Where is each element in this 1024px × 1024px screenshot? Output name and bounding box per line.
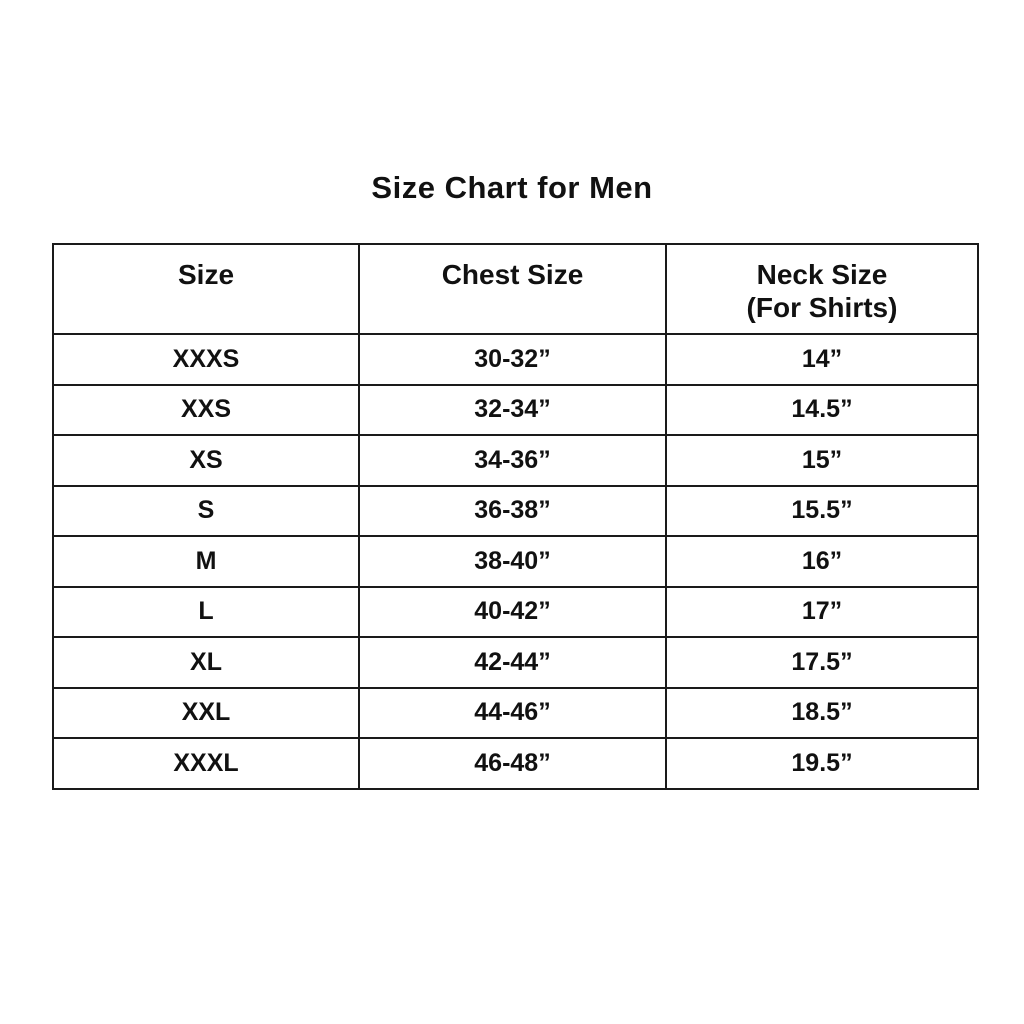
table-row bbox=[53, 688, 978, 739]
size-cell: XXXL bbox=[53, 738, 359, 789]
table-row bbox=[53, 435, 978, 486]
size-cell: XS bbox=[53, 435, 359, 486]
table-row bbox=[53, 587, 978, 638]
neck-cell: 19.5” bbox=[666, 738, 978, 789]
size-cell: L bbox=[53, 587, 359, 638]
size-cell: XXXS bbox=[53, 334, 359, 385]
chest-cell: 38-40” bbox=[359, 536, 666, 587]
chest-cell: 46-48” bbox=[359, 738, 666, 789]
neck-cell: 15.5” bbox=[666, 486, 978, 537]
table-row bbox=[53, 334, 978, 385]
chest-cell: 34-36” bbox=[359, 435, 666, 486]
table-body bbox=[53, 334, 978, 789]
neck-cell: 17.5” bbox=[666, 637, 978, 688]
size-cell: XXL bbox=[53, 688, 359, 739]
neck-cell: 15” bbox=[666, 435, 978, 486]
size-cell: XL bbox=[53, 637, 359, 688]
neck-cell: 16” bbox=[666, 536, 978, 587]
neck-cell: 17” bbox=[666, 587, 978, 638]
chest-cell: 36-38” bbox=[359, 486, 666, 537]
header-chest bbox=[359, 244, 666, 334]
header-neck-label-line1: Neck Size bbox=[756, 259, 888, 290]
table-row bbox=[53, 637, 978, 688]
header-size-label: Size bbox=[177, 259, 235, 290]
chest-cell: 44-46” bbox=[359, 688, 666, 739]
table-row bbox=[53, 486, 978, 537]
size-cell: M bbox=[53, 536, 359, 587]
header-neck bbox=[666, 244, 978, 334]
header-neck-label-line2: (For Shirts) bbox=[746, 292, 898, 323]
chest-cell: 40-42” bbox=[359, 587, 666, 638]
table-row bbox=[53, 536, 978, 587]
header-size bbox=[53, 244, 359, 334]
chest-cell: 30-32” bbox=[359, 334, 666, 385]
page-title: Size Chart for Men bbox=[371, 170, 653, 205]
table-header bbox=[53, 244, 978, 334]
neck-cell: 18.5” bbox=[666, 688, 978, 739]
size-cell: XXS bbox=[53, 385, 359, 436]
table-row bbox=[53, 738, 978, 789]
table-row bbox=[53, 385, 978, 436]
chest-cell: 32-34” bbox=[359, 385, 666, 436]
chest-cell: 42-44” bbox=[359, 637, 666, 688]
neck-cell: 14” bbox=[666, 334, 978, 385]
neck-cell: 14.5” bbox=[666, 385, 978, 436]
header-row bbox=[53, 244, 978, 334]
header-chest-label: Chest Size bbox=[441, 259, 584, 290]
size-cell: S bbox=[53, 486, 359, 537]
size-chart-table bbox=[52, 243, 979, 790]
